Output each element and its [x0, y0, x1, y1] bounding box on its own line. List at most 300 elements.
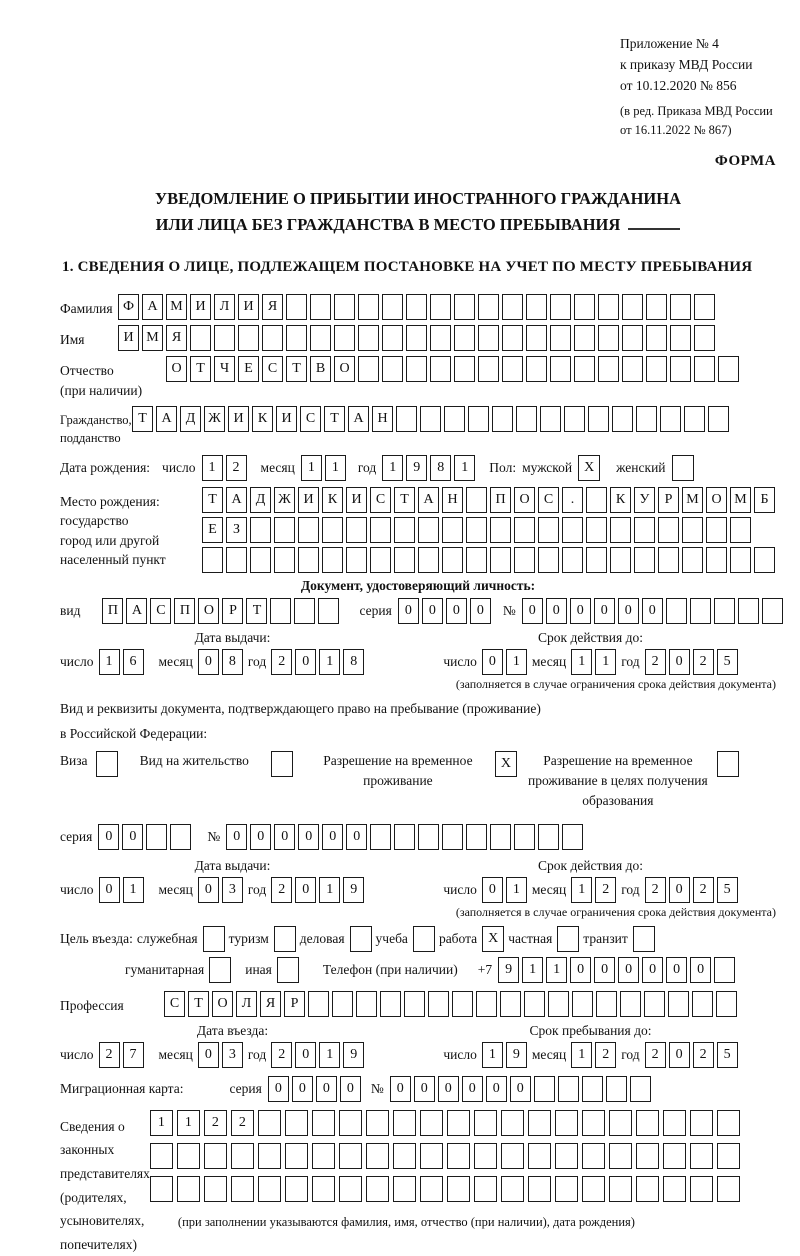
form-cell[interactable]: Л [214, 294, 235, 320]
option-education-residence-checkbox[interactable] [717, 751, 739, 777]
form-cell[interactable] [582, 1076, 603, 1102]
form-cell[interactable] [562, 517, 583, 543]
form-cell[interactable]: 1 [506, 877, 527, 903]
form-cell[interactable] [452, 991, 473, 1017]
form-cell[interactable] [609, 1143, 632, 1169]
form-cell[interactable]: 1 [546, 957, 567, 983]
form-cell[interactable] [393, 1176, 416, 1202]
form-cell[interactable]: 2 [595, 877, 616, 903]
form-cell[interactable] [526, 325, 547, 351]
form-cell[interactable] [586, 547, 607, 573]
form-cell[interactable] [718, 356, 739, 382]
form-cell[interactable]: О [212, 991, 233, 1017]
form-cell[interactable]: Т [190, 356, 211, 382]
form-cell[interactable] [339, 1176, 362, 1202]
form-cell[interactable] [555, 1143, 578, 1169]
form-cell[interactable]: 0 [99, 877, 120, 903]
form-cell[interactable] [312, 1176, 335, 1202]
form-cell[interactable] [646, 294, 667, 320]
form-cell[interactable] [366, 1110, 389, 1136]
form-cell[interactable] [394, 824, 415, 850]
form-cell[interactable] [454, 294, 475, 320]
form-cell[interactable] [670, 325, 691, 351]
form-cell[interactable] [204, 1143, 227, 1169]
form-cell[interactable] [622, 294, 643, 320]
form-cell[interactable] [550, 294, 571, 320]
form-cell[interactable]: 0 [422, 598, 443, 624]
form-cell[interactable] [474, 1110, 497, 1136]
form-cell[interactable]: 0 [594, 598, 615, 624]
form-cell[interactable] [526, 294, 547, 320]
form-cell[interactable]: 0 [669, 649, 690, 675]
form-cell[interactable] [514, 547, 535, 573]
form-cell[interactable]: З [226, 517, 247, 543]
form-cell[interactable] [658, 517, 679, 543]
form-cell[interactable]: Т [202, 487, 223, 513]
gender-male-checkbox[interactable]: X [578, 455, 600, 481]
form-cell[interactable] [190, 325, 211, 351]
purpose-business-checkbox[interactable] [350, 926, 372, 952]
form-cell[interactable]: 1 [319, 649, 340, 675]
form-cell[interactable] [714, 598, 735, 624]
form-cell[interactable] [474, 1143, 497, 1169]
form-cell[interactable]: 2 [595, 1042, 616, 1068]
form-cell[interactable] [442, 517, 463, 543]
form-cell[interactable]: 2 [645, 649, 666, 675]
form-cell[interactable] [382, 294, 403, 320]
form-cell[interactable] [622, 356, 643, 382]
form-cell[interactable] [586, 517, 607, 543]
form-cell[interactable]: О [514, 487, 535, 513]
form-cell[interactable]: Д [250, 487, 271, 513]
form-cell[interactable] [466, 487, 487, 513]
form-cell[interactable]: 1 [319, 1042, 340, 1068]
form-cell[interactable] [430, 325, 451, 351]
form-cell[interactable] [274, 517, 295, 543]
form-cell[interactable]: 1 [595, 649, 616, 675]
form-cell[interactable]: 1 [571, 877, 592, 903]
form-cell[interactable]: 0 [295, 1042, 316, 1068]
form-cell[interactable]: М [682, 487, 703, 513]
form-cell[interactable]: Я [262, 294, 283, 320]
form-cell[interactable]: 0 [522, 598, 543, 624]
form-cell[interactable]: 0 [346, 824, 367, 850]
form-cell[interactable] [150, 1176, 173, 1202]
form-cell[interactable] [528, 1176, 551, 1202]
form-cell[interactable] [170, 824, 191, 850]
form-cell[interactable]: Д [180, 406, 201, 432]
form-cell[interactable] [636, 1143, 659, 1169]
purpose-transit-checkbox[interactable] [633, 926, 655, 952]
form-cell[interactable] [596, 991, 617, 1017]
form-cell[interactable]: 0 [250, 824, 271, 850]
form-cell[interactable]: М [166, 294, 187, 320]
form-cell[interactable] [574, 325, 595, 351]
form-cell[interactable]: С [164, 991, 185, 1017]
form-cell[interactable]: Т [132, 406, 153, 432]
form-cell[interactable] [690, 1110, 713, 1136]
form-cell[interactable] [717, 1176, 740, 1202]
form-cell[interactable]: Т [324, 406, 345, 432]
form-cell[interactable] [598, 325, 619, 351]
form-cell[interactable] [538, 824, 559, 850]
form-cell[interactable] [582, 1176, 605, 1202]
form-cell[interactable]: 2 [99, 1042, 120, 1068]
form-cell[interactable]: Т [246, 598, 267, 624]
form-cell[interactable] [636, 1176, 659, 1202]
form-cell[interactable]: Е [238, 356, 259, 382]
form-cell[interactable]: 0 [470, 598, 491, 624]
form-cell[interactable]: И [238, 294, 259, 320]
form-cell[interactable] [420, 1110, 443, 1136]
form-cell[interactable] [286, 325, 307, 351]
form-cell[interactable]: 0 [618, 957, 639, 983]
form-cell[interactable] [358, 294, 379, 320]
form-cell[interactable] [502, 294, 523, 320]
form-cell[interactable] [146, 824, 167, 850]
form-cell[interactable]: 0 [198, 1042, 219, 1068]
form-cell[interactable] [540, 406, 561, 432]
form-cell[interactable]: А [348, 406, 369, 432]
form-cell[interactable] [442, 824, 463, 850]
form-cell[interactable] [285, 1176, 308, 1202]
form-cell[interactable] [298, 547, 319, 573]
form-cell[interactable] [466, 547, 487, 573]
purpose-other-checkbox[interactable] [277, 957, 299, 983]
form-cell[interactable] [558, 1076, 579, 1102]
form-cell[interactable] [346, 547, 367, 573]
form-cell[interactable]: 5 [717, 877, 738, 903]
form-cell[interactable] [358, 325, 379, 351]
form-cell[interactable] [366, 1176, 389, 1202]
form-cell[interactable] [202, 547, 223, 573]
form-cell[interactable]: 2 [204, 1110, 227, 1136]
form-cell[interactable] [356, 991, 377, 1017]
form-cell[interactable]: И [276, 406, 297, 432]
form-cell[interactable]: Ж [274, 487, 295, 513]
form-cell[interactable]: 0 [198, 877, 219, 903]
form-cell[interactable]: 0 [298, 824, 319, 850]
form-cell[interactable] [250, 517, 271, 543]
form-cell[interactable] [562, 547, 583, 573]
form-cell[interactable] [690, 598, 711, 624]
form-cell[interactable]: 1 [482, 1042, 503, 1068]
form-cell[interactable] [694, 294, 715, 320]
option-temp-residence-checkbox[interactable]: X [495, 751, 517, 777]
form-cell[interactable] [516, 406, 537, 432]
form-cell[interactable] [538, 517, 559, 543]
form-cell[interactable]: 2 [645, 877, 666, 903]
form-cell[interactable] [150, 1143, 173, 1169]
form-cell[interactable] [582, 1143, 605, 1169]
form-cell[interactable] [754, 547, 775, 573]
form-cell[interactable] [430, 356, 451, 382]
form-cell[interactable]: 0 [690, 957, 711, 983]
form-cell[interactable]: П [490, 487, 511, 513]
form-cell[interactable] [682, 517, 703, 543]
form-cell[interactable]: И [118, 325, 139, 351]
form-cell[interactable] [528, 1110, 551, 1136]
form-cell[interactable] [454, 356, 475, 382]
form-cell[interactable] [420, 1143, 443, 1169]
form-cell[interactable]: С [370, 487, 391, 513]
form-cell[interactable]: Т [394, 487, 415, 513]
form-cell[interactable]: А [226, 487, 247, 513]
form-cell[interactable]: 0 [340, 1076, 361, 1102]
form-cell[interactable] [393, 1143, 416, 1169]
form-cell[interactable]: 2 [231, 1110, 254, 1136]
form-cell[interactable] [312, 1143, 335, 1169]
form-cell[interactable] [738, 598, 759, 624]
form-cell[interactable] [274, 547, 295, 573]
form-cell[interactable]: К [252, 406, 273, 432]
form-cell[interactable] [502, 356, 523, 382]
form-cell[interactable] [706, 517, 727, 543]
purpose-tourism-checkbox[interactable] [274, 926, 296, 952]
form-cell[interactable]: 0 [268, 1076, 289, 1102]
form-cell[interactable] [334, 294, 355, 320]
form-cell[interactable] [420, 406, 441, 432]
form-cell[interactable]: 1 [325, 455, 346, 481]
form-cell[interactable]: 0 [486, 1076, 507, 1102]
form-cell[interactable]: 1 [99, 649, 120, 675]
form-cell[interactable]: 0 [316, 1076, 337, 1102]
form-cell[interactable] [394, 547, 415, 573]
form-cell[interactable]: 2 [693, 649, 714, 675]
form-cell[interactable]: 1 [301, 455, 322, 481]
form-cell[interactable] [258, 1110, 281, 1136]
form-cell[interactable]: М [730, 487, 751, 513]
form-cell[interactable] [612, 406, 633, 432]
form-cell[interactable] [298, 517, 319, 543]
form-cell[interactable] [322, 547, 343, 573]
form-cell[interactable] [380, 991, 401, 1017]
form-cell[interactable]: И [228, 406, 249, 432]
form-cell[interactable] [270, 598, 291, 624]
form-cell[interactable] [393, 1110, 416, 1136]
form-cell[interactable]: 6 [123, 649, 144, 675]
form-cell[interactable] [447, 1143, 470, 1169]
form-cell[interactable]: 1 [506, 649, 527, 675]
form-cell[interactable] [663, 1176, 686, 1202]
form-cell[interactable] [682, 547, 703, 573]
form-cell[interactable]: С [150, 598, 171, 624]
form-cell[interactable]: 0 [618, 598, 639, 624]
form-cell[interactable]: Т [286, 356, 307, 382]
form-cell[interactable] [476, 991, 497, 1017]
form-cell[interactable]: 0 [482, 649, 503, 675]
form-cell[interactable] [370, 517, 391, 543]
form-cell[interactable] [339, 1143, 362, 1169]
form-cell[interactable] [250, 547, 271, 573]
form-cell[interactable]: 5 [717, 1042, 738, 1068]
form-cell[interactable]: 7 [123, 1042, 144, 1068]
form-cell[interactable]: 0 [292, 1076, 313, 1102]
form-cell[interactable]: А [126, 598, 147, 624]
form-cell[interactable] [310, 294, 331, 320]
form-cell[interactable] [394, 517, 415, 543]
form-cell[interactable] [644, 991, 665, 1017]
form-cell[interactable] [204, 1176, 227, 1202]
form-cell[interactable]: Я [166, 325, 187, 351]
form-cell[interactable] [555, 1176, 578, 1202]
form-cell[interactable]: С [538, 487, 559, 513]
form-cell[interactable]: Т [188, 991, 209, 1017]
form-cell[interactable]: 0 [666, 957, 687, 983]
form-cell[interactable] [646, 356, 667, 382]
form-cell[interactable] [636, 1110, 659, 1136]
form-cell[interactable]: Н [372, 406, 393, 432]
form-cell[interactable]: 0 [669, 1042, 690, 1068]
form-cell[interactable] [717, 1110, 740, 1136]
form-cell[interactable] [564, 406, 585, 432]
form-cell[interactable]: А [142, 294, 163, 320]
form-cell[interactable] [447, 1176, 470, 1202]
form-cell[interactable]: 0 [642, 957, 663, 983]
form-cell[interactable]: 0 [98, 824, 119, 850]
form-cell[interactable]: Б [754, 487, 775, 513]
form-cell[interactable]: 9 [506, 1042, 527, 1068]
form-cell[interactable] [690, 1143, 713, 1169]
form-cell[interactable]: 8 [222, 649, 243, 675]
form-cell[interactable] [528, 1143, 551, 1169]
form-cell[interactable] [428, 991, 449, 1017]
form-cell[interactable]: Ч [214, 356, 235, 382]
form-cell[interactable] [334, 325, 355, 351]
form-cell[interactable] [684, 406, 705, 432]
form-cell[interactable]: 2 [271, 1042, 292, 1068]
form-cell[interactable]: 1 [522, 957, 543, 983]
form-cell[interactable]: 9 [343, 877, 364, 903]
form-cell[interactable] [430, 294, 451, 320]
form-cell[interactable] [490, 547, 511, 573]
form-cell[interactable]: Ф [118, 294, 139, 320]
form-cell[interactable] [214, 325, 235, 351]
form-cell[interactable] [492, 406, 513, 432]
purpose-private-checkbox[interactable] [557, 926, 579, 952]
form-cell[interactable]: 1 [177, 1110, 200, 1136]
form-cell[interactable] [501, 1143, 524, 1169]
purpose-humanitarian-checkbox[interactable] [209, 957, 231, 983]
form-cell[interactable]: А [156, 406, 177, 432]
form-cell[interactable]: 5 [717, 649, 738, 675]
form-cell[interactable] [622, 325, 643, 351]
form-cell[interactable] [666, 598, 687, 624]
purpose-work-checkbox[interactable]: X [482, 926, 504, 952]
form-cell[interactable]: 0 [462, 1076, 483, 1102]
form-cell[interactable] [574, 356, 595, 382]
form-cell[interactable]: 9 [343, 1042, 364, 1068]
form-cell[interactable]: 2 [693, 1042, 714, 1068]
form-cell[interactable] [258, 1143, 281, 1169]
form-cell[interactable] [406, 325, 427, 351]
form-cell[interactable] [454, 325, 475, 351]
form-cell[interactable] [660, 406, 681, 432]
form-cell[interactable] [474, 1176, 497, 1202]
form-cell[interactable]: 0 [438, 1076, 459, 1102]
form-cell[interactable] [668, 991, 689, 1017]
form-cell[interactable] [502, 325, 523, 351]
form-cell[interactable] [294, 598, 315, 624]
form-cell[interactable] [478, 294, 499, 320]
form-cell[interactable]: 3 [222, 1042, 243, 1068]
gender-female-checkbox[interactable] [672, 455, 694, 481]
option-visa-checkbox[interactable] [96, 751, 118, 777]
form-cell[interactable] [762, 598, 783, 624]
form-cell[interactable]: 0 [570, 957, 591, 983]
form-cell[interactable]: . [562, 487, 583, 513]
purpose-official-checkbox[interactable] [203, 926, 225, 952]
form-cell[interactable] [514, 517, 535, 543]
form-cell[interactable] [285, 1110, 308, 1136]
form-cell[interactable] [534, 1076, 555, 1102]
form-cell[interactable] [285, 1143, 308, 1169]
form-cell[interactable] [708, 406, 729, 432]
form-cell[interactable] [598, 356, 619, 382]
form-cell[interactable] [606, 1076, 627, 1102]
form-cell[interactable] [358, 356, 379, 382]
form-cell[interactable] [634, 547, 655, 573]
form-cell[interactable] [716, 991, 737, 1017]
form-cell[interactable]: 0 [482, 877, 503, 903]
form-cell[interactable]: 1 [319, 877, 340, 903]
form-cell[interactable] [714, 957, 735, 983]
form-cell[interactable] [366, 1143, 389, 1169]
form-cell[interactable] [609, 1110, 632, 1136]
form-cell[interactable]: 0 [546, 598, 567, 624]
form-cell[interactable] [501, 1110, 524, 1136]
form-cell[interactable] [694, 356, 715, 382]
form-cell[interactable] [382, 325, 403, 351]
form-cell[interactable] [231, 1176, 254, 1202]
form-cell[interactable] [396, 406, 417, 432]
form-cell[interactable] [308, 991, 329, 1017]
form-cell[interactable]: 0 [642, 598, 663, 624]
form-cell[interactable]: И [190, 294, 211, 320]
form-cell[interactable] [382, 356, 403, 382]
form-cell[interactable] [574, 294, 595, 320]
form-cell[interactable] [490, 824, 511, 850]
form-cell[interactable] [572, 991, 593, 1017]
form-cell[interactable]: О [706, 487, 727, 513]
form-cell[interactable] [610, 547, 631, 573]
form-cell[interactable]: 8 [343, 649, 364, 675]
form-cell[interactable] [548, 991, 569, 1017]
form-cell[interactable] [636, 406, 657, 432]
form-cell[interactable] [586, 487, 607, 513]
form-cell[interactable] [447, 1110, 470, 1136]
form-cell[interactable] [370, 824, 391, 850]
form-cell[interactable]: 2 [645, 1042, 666, 1068]
form-cell[interactable] [418, 547, 439, 573]
form-cell[interactable] [262, 325, 283, 351]
form-cell[interactable]: 9 [498, 957, 519, 983]
form-cell[interactable] [442, 547, 463, 573]
form-cell[interactable]: 0 [446, 598, 467, 624]
form-cell[interactable]: 0 [594, 957, 615, 983]
form-cell[interactable]: Ж [204, 406, 225, 432]
form-cell[interactable]: М [142, 325, 163, 351]
form-cell[interactable] [346, 517, 367, 543]
form-cell[interactable]: 9 [406, 455, 427, 481]
form-cell[interactable]: 1 [150, 1110, 173, 1136]
form-cell[interactable]: 0 [122, 824, 143, 850]
form-cell[interactable]: 2 [271, 649, 292, 675]
form-cell[interactable] [478, 356, 499, 382]
form-cell[interactable] [598, 294, 619, 320]
form-cell[interactable] [582, 1110, 605, 1136]
form-cell[interactable]: С [262, 356, 283, 382]
